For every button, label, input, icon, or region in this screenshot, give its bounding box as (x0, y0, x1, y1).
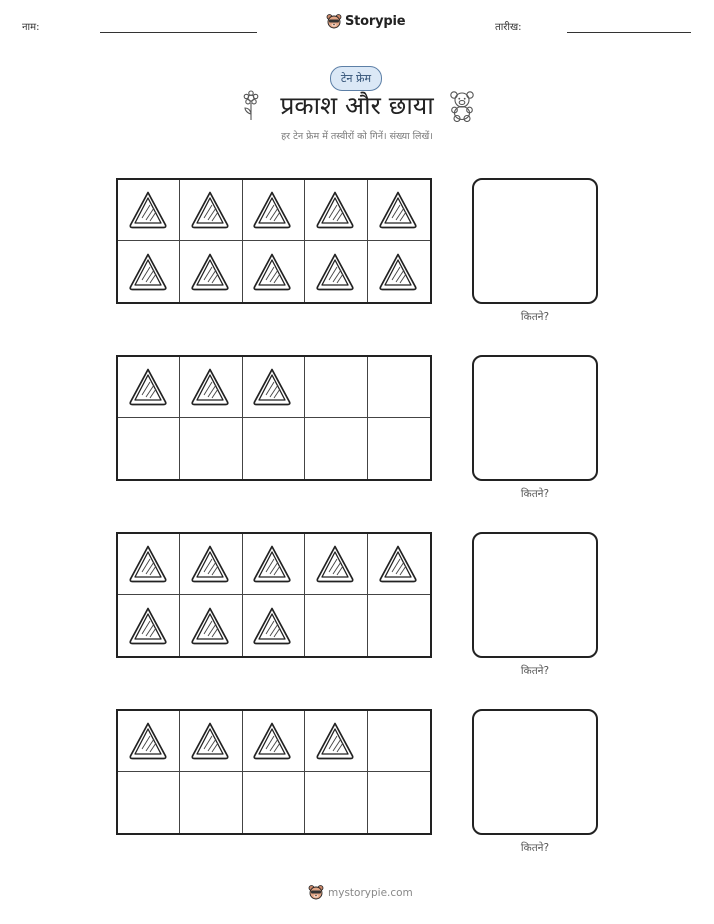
triangle-prism-icon (251, 250, 295, 294)
frame-cell (243, 180, 305, 241)
triangle-prism-icon (189, 604, 233, 648)
frame-cell (118, 595, 180, 656)
frame-cell (180, 772, 242, 833)
triangle-prism-icon (377, 188, 421, 232)
frame-cell (118, 711, 180, 772)
frame-cell (118, 357, 180, 418)
frame-cell (243, 534, 305, 595)
frame-cell (368, 180, 430, 241)
triangle-prism-icon (377, 542, 421, 586)
answer-box[interactable] (472, 355, 598, 481)
frame-cell (243, 772, 305, 833)
date-label: तारीख: (495, 22, 522, 33)
triangle-prism-icon (377, 250, 421, 294)
triangle-prism-icon (189, 719, 233, 763)
frame-cell (368, 418, 430, 479)
frame-cell (243, 711, 305, 772)
footer-url: mystorypie.com (328, 886, 413, 899)
instructions-text: हर टेन फ्रेम में तस्वीरों को गिनें। संख्या लिखें। (281, 131, 433, 142)
frame-cell (305, 534, 367, 595)
frame-cell (368, 357, 430, 418)
frame-cell (180, 595, 242, 656)
ten-frame (116, 532, 432, 658)
frame-cell (243, 418, 305, 479)
name-line (100, 32, 257, 33)
name-label: नाम: (22, 22, 40, 33)
frame-cell (180, 357, 242, 418)
frame-cell (118, 772, 180, 833)
triangle-prism-icon (314, 719, 358, 763)
ten-frame (116, 178, 432, 304)
teddy-bear-icon (448, 90, 476, 122)
answer-box[interactable] (472, 709, 598, 835)
frame-cell (305, 180, 367, 241)
frame-cell (368, 595, 430, 656)
answer-label: कितने? (520, 311, 550, 323)
triangle-prism-icon (251, 365, 295, 409)
frame-cell (305, 418, 367, 479)
triangle-prism-icon (189, 250, 233, 294)
frame-cell (368, 241, 430, 302)
triangle-prism-icon (251, 188, 295, 232)
triangle-prism-icon (127, 604, 171, 648)
answer-box[interactable] (472, 532, 598, 658)
triangle-prism-icon (314, 188, 358, 232)
footer (308, 884, 413, 901)
frame-cell (368, 711, 430, 772)
frame-cell (118, 418, 180, 479)
frame-cell (180, 418, 242, 479)
answer-label: कितने? (520, 488, 550, 500)
frame-cell (180, 534, 242, 595)
triangle-prism-icon (189, 365, 233, 409)
triangle-prism-icon (127, 250, 171, 294)
ten-frame (116, 355, 432, 481)
answer-label: कितने? (520, 665, 550, 677)
frame-cell (305, 772, 367, 833)
frame-cell (118, 241, 180, 302)
frame-cell (180, 241, 242, 302)
frame-cell (305, 595, 367, 656)
triangle-prism-icon (127, 365, 171, 409)
answer-box[interactable] (472, 178, 598, 304)
ten-frame (116, 709, 432, 835)
triangle-prism-icon (127, 188, 171, 232)
frame-cell (243, 357, 305, 418)
frame-cell (243, 595, 305, 656)
brand-logo (326, 13, 405, 30)
triangle-prism-icon (251, 719, 295, 763)
triangle-prism-icon (189, 542, 233, 586)
triangle-prism-icon (127, 719, 171, 763)
triangle-prism-icon (251, 604, 295, 648)
page-title: प्रकाश और छाया (280, 91, 434, 120)
frame-cell (368, 534, 430, 595)
frame-cell (180, 180, 242, 241)
triangle-prism-icon (127, 542, 171, 586)
topic-badge: टेन फ्रेम (330, 66, 382, 91)
frame-cell (243, 241, 305, 302)
frame-cell (118, 534, 180, 595)
frame-cell (305, 711, 367, 772)
brand-name: Storypie (345, 14, 406, 29)
triangle-prism-icon (314, 250, 358, 294)
frame-cell (180, 711, 242, 772)
triangle-prism-icon (314, 542, 358, 586)
frame-cell (305, 241, 367, 302)
bear-logo-icon (308, 884, 324, 901)
triangle-prism-icon (251, 542, 295, 586)
frame-cell (305, 357, 367, 418)
date-line (567, 32, 691, 33)
bear-logo-icon (326, 13, 342, 30)
triangle-prism-icon (189, 188, 233, 232)
frame-cell (118, 180, 180, 241)
frame-cell (368, 772, 430, 833)
answer-label: कितने? (520, 842, 550, 854)
